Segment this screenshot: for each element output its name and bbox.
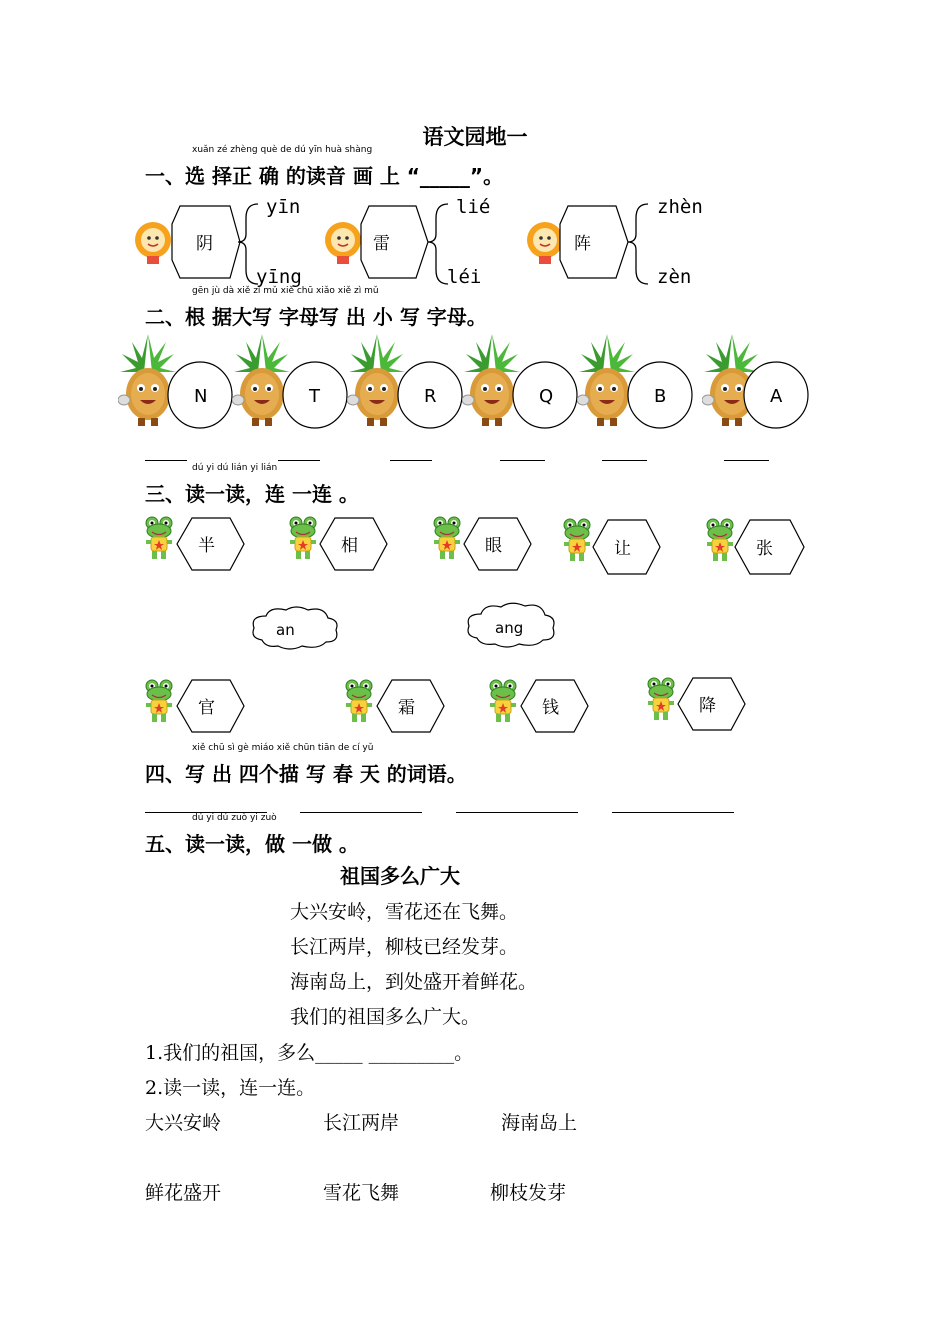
char-yan: 眼: [485, 536, 502, 556]
match-bottom-item[interactable]: 雪花飞舞: [323, 1182, 400, 1204]
poem-line: 大兴安岭，雪花还在飞舞。: [290, 901, 519, 923]
char-guan: 官: [198, 698, 215, 718]
hexagon-char-box[interactable]: [176, 679, 246, 733]
char-qian: 钱: [542, 698, 559, 718]
hexagon-char-box[interactable]: [520, 679, 590, 733]
answer-blank[interactable]: [602, 460, 647, 461]
option-lei[interactable]: léi: [447, 266, 482, 288]
answer-blank[interactable]: [300, 812, 422, 813]
letter-circle: [396, 360, 466, 430]
poem-line: 海南岛上，到处盛开着鲜花。: [290, 971, 538, 993]
char-yin: 阴: [196, 234, 213, 254]
option-ying[interactable]: yīng: [256, 266, 302, 288]
sun-mascot-icon: [527, 222, 563, 264]
poem-title: 祖国多么广大: [340, 864, 460, 888]
cloud-shape[interactable]: [463, 600, 559, 652]
hexagon-char-box[interactable]: [463, 517, 533, 571]
letter-a: A: [770, 386, 783, 407]
letter-circle: [166, 360, 236, 430]
letter-n: N: [194, 386, 208, 407]
frog-mascot-icon: [645, 676, 679, 724]
answer-blank[interactable]: [724, 460, 769, 461]
hexagon-char-box[interactable]: [592, 519, 662, 575]
option-zen[interactable]: zèn: [657, 266, 692, 288]
char-rang: 让: [614, 539, 631, 559]
sun-mascot-icon: [325, 222, 361, 264]
hexagon-char-box[interactable]: [677, 677, 747, 731]
section-4-heading: xiě chū sì gè miáo xiě chūn tiān de cí yǔ 四、写 出 四个描 写 春 天 的词语。: [145, 743, 467, 786]
answer-blank[interactable]: [278, 460, 320, 461]
brace: [628, 204, 648, 284]
hexagon-char-box[interactable]: [176, 517, 246, 571]
section-4-pinyin: xiě chū sì gè miáo xiě chūn tiān de cí yǔ: [192, 743, 374, 753]
cloud-text-ang: ang: [495, 619, 524, 637]
letter-circle: [742, 360, 812, 430]
section-3-heading: dú yi dú lián yi lián 三、读一读，连 一连 。: [145, 463, 359, 506]
cloud-shape[interactable]: [248, 604, 342, 652]
page-title: 语文园地一: [422, 125, 528, 149]
hexagon-char-box: [560, 206, 628, 278]
frog-mascot-icon: [143, 515, 177, 563]
letter-r: R: [424, 386, 437, 407]
char-ban: 半: [198, 536, 215, 556]
match-bottom-item[interactable]: 柳枝发芽: [490, 1182, 567, 1204]
answer-blank[interactable]: [612, 812, 734, 813]
letter-q: Q: [539, 386, 554, 407]
hexagon-char-box[interactable]: [376, 679, 446, 733]
frog-mascot-icon: [561, 517, 595, 565]
sun-mascot-icon: [135, 222, 171, 264]
hexagon-char-box[interactable]: [319, 517, 389, 571]
frog-mascot-icon: [431, 515, 465, 563]
cloud-text-an: an: [276, 621, 295, 639]
section-1-pinyin: xuǎn zé zhèng què de dú yīn huà shàng: [192, 145, 373, 155]
section-2-pinyin: gēn jù dà xiě zì mǔ xiě chū xiǎo xiě zì mǔ: [192, 286, 379, 296]
char-xiang: 相: [341, 536, 358, 556]
match-top-item[interactable]: 海南岛上: [501, 1112, 578, 1134]
poem-line: 长江两岸，柳枝已经发芽。: [290, 936, 519, 958]
section-5-heading: dú yi dú zuò yi zuò 五、读一读，做 一做 。: [145, 813, 359, 856]
frog-mascot-icon: [143, 678, 177, 726]
answer-blank[interactable]: [456, 812, 578, 813]
char-zhen: 阵: [574, 234, 591, 254]
section-1-heading: xuǎn zé zhèng què de dú yīn huà shàng 一、选 择正 确 的读音 画 上 “_____”。: [145, 145, 504, 188]
brace: [238, 204, 258, 284]
question-2: 2.读一读，连一连。: [145, 1077, 316, 1099]
letter-circle: [281, 360, 351, 430]
char-lei: 雷: [373, 234, 390, 254]
frog-mascot-icon: [343, 678, 377, 726]
frog-mascot-icon: [287, 515, 321, 563]
match-top-item[interactable]: 长江两岸: [323, 1112, 400, 1134]
question-1: 1.我们的祖国，多么_____ _________。: [145, 1042, 474, 1064]
letter-row: [118, 332, 818, 432]
answer-blank[interactable]: [145, 460, 187, 461]
char-jiang: 降: [699, 696, 716, 716]
option-lie[interactable]: lié: [456, 196, 491, 218]
frog-mascot-icon: [487, 678, 521, 726]
poem-line: 我们的祖国多么广大。: [290, 1006, 481, 1028]
section-3-pinyin: dú yi dú lián yi lián: [192, 463, 278, 473]
letter-b: B: [654, 386, 667, 407]
match-bottom-item[interactable]: 鲜花盛开: [145, 1182, 222, 1204]
char-zhang: 张: [756, 539, 773, 559]
hexagon-char-box[interactable]: [734, 519, 806, 575]
option-yin[interactable]: yīn: [266, 196, 301, 218]
section-5-pinyin: dú yi dú zuò yi zuò: [192, 813, 277, 823]
section-2-heading: gēn jù dà xiě zì mǔ xiě chū xiǎo xiě zì mǔ 二、根 据大写 字母写 出 小 写 字母。: [145, 286, 487, 329]
match-top-item[interactable]: 大兴安岭: [145, 1112, 222, 1134]
letter-circle: [511, 360, 581, 430]
hexagon-char-box: [361, 206, 428, 278]
char-shuang: 霜: [398, 698, 415, 718]
letter-t: T: [309, 386, 320, 407]
answer-blank[interactable]: [500, 460, 545, 461]
answer-blank[interactable]: [390, 460, 432, 461]
option-zhen[interactable]: zhèn: [657, 196, 703, 218]
letter-circle: [626, 360, 696, 430]
frog-mascot-icon: [704, 517, 738, 565]
brace: [428, 204, 448, 284]
